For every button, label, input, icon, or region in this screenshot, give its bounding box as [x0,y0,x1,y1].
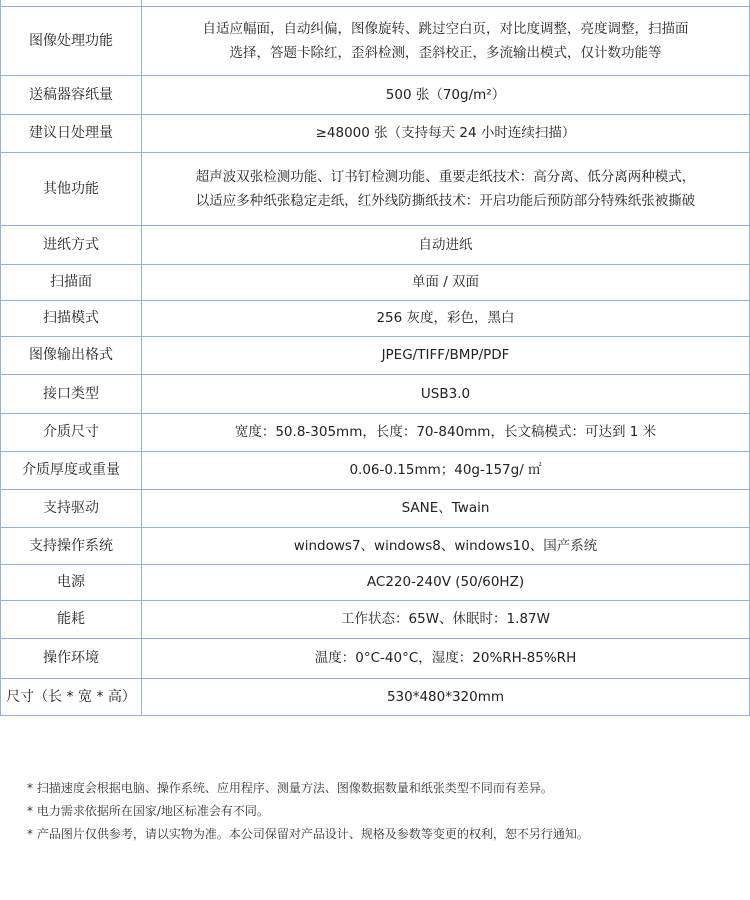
spec-label: 介质厚度或重量 [1,452,142,490]
spec-value [142,7,750,76]
footnote-power: * 电力需求依据所在国家/地区标准会有不同。 [27,804,269,818]
spec-label: 支持驱动 [1,490,142,528]
table-row [1,115,750,153]
table-row [1,528,750,565]
spec-label: 进纸方式 [1,226,142,265]
table-row [1,679,750,716]
spec-value [142,76,750,115]
spec-value [142,601,750,639]
spec-value [142,565,750,601]
table-row [1,153,750,226]
spec-value [142,337,750,375]
spec-label: 送稿器容纸量 [1,76,142,115]
spec-value-line: 500 张（70g/m²） [385,86,506,103]
spec-value-line: 选择，答题卡除红，歪斜检测，歪斜校正，多流输出模式，仅计数功能等 [229,45,662,61]
spec-value [142,639,750,679]
spec-value [142,414,750,452]
spec-value-line: USB3.0 [420,385,471,402]
table-row [1,301,750,337]
spec-value-line: 以适应多种纸张稳定走纸，红外线防撕纸技术：开启功能后预防部分特殊纸张被撕破 [195,193,696,209]
spec-value [142,490,750,528]
spec-value-line: 256 灰度，彩色，黑白 [376,310,515,326]
spec-value [142,528,750,565]
spec-value [142,679,750,716]
spec-value-line: 自动进纸 [418,236,473,253]
spec-value-line: 温度：0°C-40°C，湿度：20%RH-85%RH [314,650,577,666]
spec-value [142,301,750,337]
spec-value-line: 单面 / 双面 [411,274,480,290]
table-row [1,7,750,76]
spec-value-line: 自适应幅面，自动纠偏，图像旋转、跳过空白页，对比度调整，亮度调整，扫描面 [202,21,689,37]
spec-value-line: JPEG/TIFF/BMP/PDF [381,347,510,363]
table-row [1,490,750,528]
table-row [1,76,750,115]
spec-value-line: windows7、windows8、windows10、国产系统 [293,537,598,554]
spec-value [142,375,750,414]
table-row [1,226,750,265]
table-row [1,375,750,414]
spec-table-body [1,0,750,716]
spec-value-line: 超声波双张检测功能、订书钉检测功能、重要走纸技术：高分离、低分离两种模式， [195,169,696,185]
spec-label: 介质尺寸 [1,414,142,452]
spec-value [142,265,750,301]
spec-label: 扫描模式 [1,301,142,337]
footnotes [27,780,737,849]
spec-value-line: 工作状态：65W、休眠时：1.87W [341,611,550,627]
spec-value-line: ≥48000 张（支持每天 24 小时连续扫描） [315,125,576,141]
spec-label: 建议日处理量 [1,115,142,153]
spec-label: 尺寸（长 * 宽 * 高） [1,679,142,716]
footnote-scan-speed: * 扫描速度会根据电脑、操作系统、应用程序、测量方法、图像数据数量和纸张类型不同而有差异。 [27,781,553,795]
spec-label: 电源 [1,565,142,601]
spec-value [142,115,750,153]
spec-label: 图像输出格式 [1,337,142,375]
table-row [1,414,750,452]
table-row [1,565,750,601]
table-row [1,601,750,639]
spec-value-line: SANE、Twain [401,500,490,516]
spec-label: 能耗 [1,601,142,639]
spec-value [142,452,750,490]
spec-value [142,153,750,226]
spec-value [142,226,750,265]
footnote-disclaimer: * 产品图片仅供参考，请以实物为准。本公司保留对产品设计、规格及参数等变更的权利，恕不另行通知。 [27,827,589,841]
spec-value-line: AC220-240V (50/60HZ) [366,574,525,590]
spec-label: 扫描面 [1,265,142,301]
spec-value-line: 0.06-0.15mm；40g-157g/ ㎡ [349,462,542,478]
spec-value-line: 宽度：50.8-305mm，长度：70-840mm，长文稿模式：可达到 1 米 [234,424,657,440]
spec-label: 其他功能 [1,153,142,226]
spec-label: 图像处理功能 [1,7,142,76]
spec-label: 支持操作系统 [1,528,142,565]
table-row [1,265,750,301]
spec-value-line: 530*480*320mm [386,688,505,705]
spec-label: 接口类型 [1,375,142,414]
table-row [1,639,750,679]
table-row [1,452,750,490]
spec-label: 操作环境 [1,639,142,679]
table-row [1,337,750,375]
